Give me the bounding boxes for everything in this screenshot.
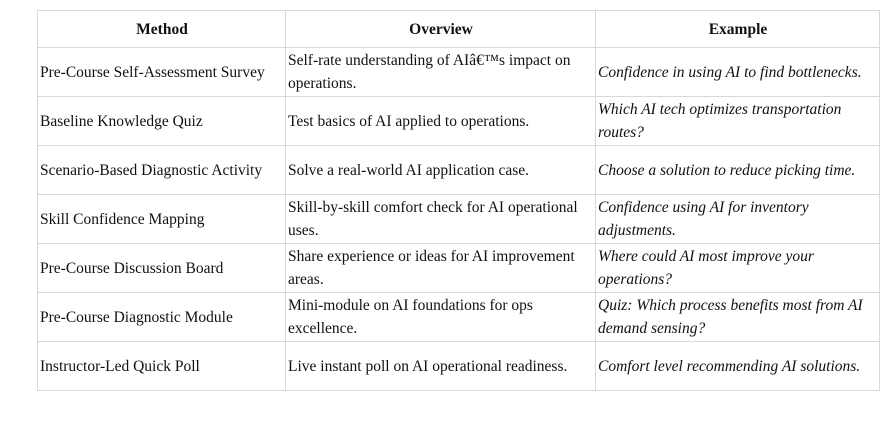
overview-cell: Solve a real-world AI application case.: [286, 146, 596, 195]
overview-cell: Self-rate understanding of AIâ€™s impact on operations.: [286, 48, 596, 97]
table-row: [38, 97, 880, 146]
table-row: [38, 342, 880, 391]
overview-cell: Live instant poll on AI operational readiness.: [286, 342, 596, 391]
example-cell: Comfort level recommending AI solutions.: [596, 342, 880, 391]
example-cell: Choose a solution to reduce picking time.: [596, 146, 880, 195]
method-cell: Instructor-Led Quick Poll: [38, 342, 286, 391]
method-cell: Baseline Knowledge Quiz: [38, 97, 286, 146]
method-cell: Pre-Course Self-Assessment Survey: [38, 48, 286, 97]
example-cell: Confidence using AI for inventory adjustments.: [596, 195, 880, 244]
method-cell: Skill Confidence Mapping: [38, 195, 286, 244]
example-cell: Quiz: Which process benefits most from AI demand sensing?: [596, 293, 880, 342]
overview-cell: Test basics of AI applied to operations.: [286, 97, 596, 146]
header-overview: Overview: [286, 11, 596, 48]
header-example: Example: [596, 11, 880, 48]
method-cell: Pre-Course Discussion Board: [38, 244, 286, 293]
method-cell: Pre-Course Diagnostic Module: [38, 293, 286, 342]
table-row: [38, 244, 880, 293]
example-cell: Where could AI most improve your operations?: [596, 244, 880, 293]
table-row: [38, 195, 880, 244]
table-row: [38, 48, 880, 97]
table-header-row: [38, 11, 880, 48]
method-cell: Scenario-Based Diagnostic Activity: [38, 146, 286, 195]
example-cell: Which AI tech optimizes transportation routes?: [596, 97, 880, 146]
overview-cell: Skill-by-skill comfort check for AI operational uses.: [286, 195, 596, 244]
table-row: [38, 293, 880, 342]
overview-cell: Share experience or ideas for AI improvement areas.: [286, 244, 596, 293]
overview-cell: Mini-module on AI foundations for ops excellence.: [286, 293, 596, 342]
table-row: [38, 146, 880, 195]
example-cell: Confidence in using AI to find bottlenecks.: [596, 48, 880, 97]
methods-table: [37, 10, 880, 391]
header-method: Method: [38, 11, 286, 48]
